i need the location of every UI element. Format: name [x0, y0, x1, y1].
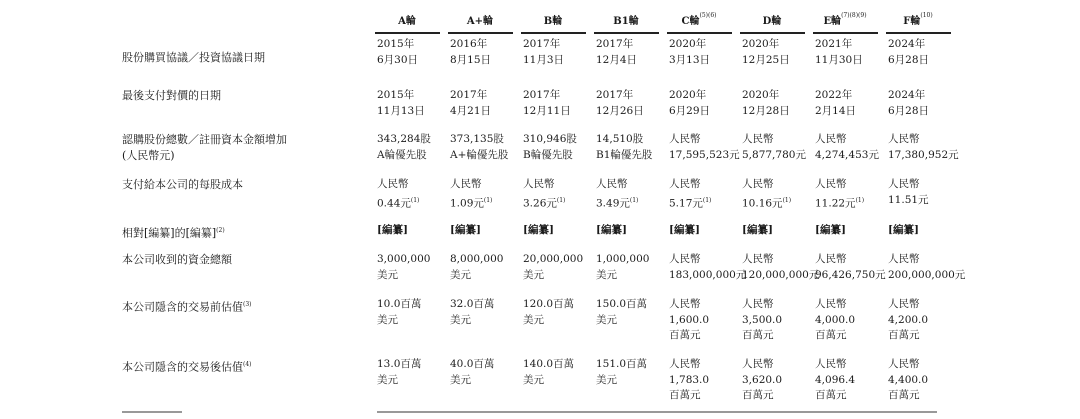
- cell-footnote: (1): [483, 196, 493, 204]
- cell-line: 人民幣: [669, 253, 701, 265]
- cell-line: 人民幣: [815, 298, 847, 310]
- cell-line: 百萬元: [669, 329, 701, 341]
- cell-line: 20,000,000: [523, 253, 584, 265]
- cell-line: 人民幣: [669, 298, 701, 310]
- table-cell: [888, 88, 929, 119]
- cell-line: 10.16元: [742, 197, 783, 209]
- cell-line: 11月3日: [523, 53, 565, 66]
- cell-line: 人民幣: [669, 178, 701, 190]
- cell-line: 17,380,952元: [888, 148, 959, 161]
- cell-line: A+輪優先股: [450, 148, 509, 161]
- column-header-rule: [448, 32, 513, 34]
- cut-off-text-fragment: [122, 411, 182, 413]
- cell-line: 人民幣: [742, 133, 774, 145]
- table-cell: [669, 88, 710, 119]
- cell-line: 32.0百萬: [450, 298, 495, 310]
- cell-line: 人民幣: [742, 298, 774, 310]
- row-label-text: 最後支付對價的日期: [122, 89, 221, 102]
- column-header: [740, 12, 804, 27]
- cell-line: 人民幣: [523, 178, 555, 190]
- cell-line: 2015年: [377, 89, 415, 101]
- table-cell: [669, 252, 746, 283]
- cell-line: 百萬元: [742, 329, 774, 341]
- cell-line: 美元: [377, 313, 398, 326]
- cell-line: 6月30日: [377, 53, 419, 66]
- cell-line: 12月28日: [742, 104, 790, 117]
- table-cell: [742, 88, 790, 119]
- cell-line: 8,000,000: [450, 253, 504, 265]
- column-header-label: B輪: [543, 16, 563, 27]
- cell-line: 人民幣: [669, 133, 701, 145]
- column-header-label: E輪: [823, 16, 842, 27]
- column-header-rule: [740, 32, 805, 34]
- cell-line: 2020年: [669, 38, 707, 50]
- cell-line: 343,284股: [377, 133, 431, 145]
- table-cell: [523, 88, 571, 119]
- cell-line: 200,000,000元: [888, 268, 966, 281]
- cell-line: [編纂]: [742, 224, 773, 236]
- cell-line: [編纂]: [815, 224, 846, 236]
- table-cell: [596, 223, 627, 239]
- cell-line: 150.0百萬: [596, 298, 648, 310]
- cell-line: 2021年: [815, 38, 853, 50]
- cut-off-text-fragment: [377, 411, 937, 413]
- column-header-footnote: (7)(8)(9): [841, 11, 867, 19]
- cell-line: 2016年: [450, 38, 488, 50]
- cell-line: 美元: [377, 268, 398, 281]
- table-cell: [450, 132, 508, 163]
- cell-line: 6月28日: [888, 104, 930, 117]
- cell-line: 4,000.0: [815, 313, 856, 326]
- table-cell: [742, 252, 819, 283]
- row-label: [122, 357, 252, 376]
- column-header-rule: [521, 32, 586, 34]
- table-cell: [815, 252, 886, 283]
- table-cell: [596, 252, 649, 283]
- cell-line: 1,600.0: [669, 313, 710, 326]
- row-label: [122, 88, 221, 104]
- cell-line: 百萬元: [669, 389, 701, 401]
- table-cell: [888, 132, 959, 163]
- cell-line: 美元: [523, 268, 544, 281]
- cell-line: 120.0百萬: [523, 298, 575, 310]
- cell-line: 4月21日: [450, 104, 492, 117]
- cell-line: [編纂]: [377, 224, 408, 236]
- table-cell: [815, 88, 856, 119]
- cell-line: 6月29日: [669, 104, 711, 117]
- cell-line: 4,096.4: [815, 373, 856, 386]
- column-header-label: D輪: [762, 16, 782, 27]
- column-header-rule: [375, 32, 440, 34]
- cell-line: 美元: [450, 268, 471, 281]
- column-header: [375, 12, 439, 27]
- cell-line: 11.51元: [888, 193, 929, 206]
- table-cell: [450, 357, 494, 388]
- cell-line: 96,426,750元: [815, 268, 886, 281]
- row-label-text: 支付給本公司的每股成本: [122, 178, 243, 191]
- row-label: [122, 297, 252, 316]
- table-cell: [815, 132, 879, 163]
- table-cell: [669, 177, 711, 212]
- cell-line: 373,135股: [450, 133, 504, 145]
- table-cell: [669, 357, 709, 404]
- cell-line: 人民幣: [888, 253, 920, 265]
- cell-line: 12月26日: [596, 104, 644, 117]
- row-label-footnote: (4): [243, 361, 252, 368]
- column-header-label: F輪: [903, 16, 921, 27]
- cell-line: 美元: [523, 313, 544, 326]
- cell-line: 2017年: [450, 89, 488, 101]
- cell-line: 3.49元: [596, 197, 630, 209]
- table-cell: [815, 357, 855, 404]
- table-cell: [815, 297, 855, 344]
- row-label-text: 認購股份總數／註冊資本金額增加: [122, 133, 287, 146]
- table-cell: [669, 37, 710, 68]
- cell-line: 2020年: [742, 38, 780, 50]
- cell-line: [編纂]: [669, 224, 700, 236]
- row-label-text: 本公司隱含的交易前估值: [122, 300, 243, 314]
- cell-line: 美元: [450, 313, 471, 326]
- cell-line: 人民幣: [742, 178, 774, 190]
- table-cell: [815, 177, 864, 212]
- cell-footnote: (1): [782, 196, 792, 204]
- cell-line: 人民幣: [888, 298, 920, 310]
- row-label-footnote: (2): [216, 227, 225, 234]
- table-cell: [596, 357, 647, 388]
- cell-line: 3,000,000: [377, 253, 431, 265]
- column-header: [594, 12, 658, 27]
- cell-line: 12月4日: [596, 53, 638, 66]
- column-header: [886, 12, 950, 27]
- cell-line: 人民幣: [888, 178, 920, 190]
- cell-line: 美元: [596, 313, 617, 326]
- table-cell: [596, 297, 647, 328]
- cell-line: 2017年: [596, 38, 634, 50]
- row-label-text: 股份購買協議／投資協議日期: [122, 51, 265, 64]
- cell-line: 2020年: [669, 89, 707, 101]
- cell-footnote: (1): [629, 196, 639, 204]
- table-cell: [742, 177, 791, 212]
- cell-line: 17,595,523元: [669, 148, 740, 161]
- cell-line: 人民幣: [888, 133, 920, 145]
- cell-footnote: (1): [702, 196, 712, 204]
- column-header: [813, 12, 877, 27]
- table-cell: [669, 132, 740, 163]
- table-cell: [377, 37, 418, 68]
- column-header-footnote: (10): [920, 11, 933, 19]
- cell-line: 百萬元: [815, 389, 847, 401]
- cell-line: 4,200.0: [888, 313, 929, 326]
- cell-footnote: (1): [410, 196, 420, 204]
- column-header-label: B1輪: [613, 16, 639, 27]
- table-cell: [742, 357, 782, 404]
- cell-line: 百萬元: [888, 329, 920, 341]
- cell-line: 人民幣: [742, 253, 774, 265]
- cell-line: 2015年: [377, 38, 415, 50]
- table-cell: [450, 177, 492, 212]
- cell-line: 美元: [596, 373, 617, 386]
- cell-line: 12月11日: [523, 104, 571, 117]
- cell-line: 人民幣: [742, 358, 774, 370]
- cell-line: 人民幣: [377, 178, 409, 190]
- cell-line: 183,000,000元: [669, 268, 747, 281]
- row-label: [122, 132, 287, 164]
- column-header: [521, 12, 585, 27]
- cell-line: 2017年: [523, 89, 561, 101]
- cell-line: 百萬元: [888, 389, 920, 401]
- cell-line: 百萬元: [815, 329, 847, 341]
- cell-line: 11月13日: [377, 104, 425, 117]
- table-cell: [450, 88, 491, 119]
- cell-line: 5.17元: [669, 197, 703, 209]
- cut-off-row: [0, 411, 1080, 419]
- table-cell: [377, 223, 408, 239]
- row-label: [122, 177, 243, 193]
- table-cell: [450, 252, 503, 283]
- cell-line: 140.0百萬: [523, 358, 575, 370]
- table-cell: [669, 223, 700, 239]
- row-label: [122, 252, 232, 268]
- table-cell: [596, 132, 652, 163]
- cell-line: 151.0百萬: [596, 358, 648, 370]
- column-header-rule: [886, 32, 951, 34]
- cell-line: 310,946股: [523, 133, 577, 145]
- cell-line: 1,783.0: [669, 373, 710, 386]
- cell-line: 4,400.0: [888, 373, 929, 386]
- table-cell: [377, 88, 425, 119]
- cell-line: 120,000,000元: [742, 268, 820, 281]
- row-label-subtext: (人民幣元): [122, 149, 175, 162]
- table-cell: [888, 357, 928, 404]
- cell-line: 14,510股: [596, 133, 644, 145]
- cell-line: 40.0百萬: [450, 358, 495, 370]
- cell-line: 2月14日: [815, 104, 857, 117]
- table-cell: [888, 37, 929, 68]
- table-cell: [888, 252, 965, 283]
- table-cell: [596, 37, 637, 68]
- table-cell: [523, 37, 564, 68]
- table-cell: [523, 132, 577, 163]
- table-cell: [742, 37, 790, 68]
- cell-line: 3,620.0: [742, 373, 783, 386]
- cell-line: 美元: [596, 268, 617, 281]
- row-label-footnote: (3): [243, 301, 252, 308]
- row-label: [122, 223, 225, 242]
- cell-line: 美元: [450, 373, 471, 386]
- cell-line: 11月30日: [815, 53, 863, 66]
- cell-line: 人民幣: [815, 358, 847, 370]
- table-cell: [377, 177, 419, 212]
- cell-line: 2020年: [742, 89, 780, 101]
- table-cell: [523, 252, 583, 283]
- table-cell: [815, 223, 846, 239]
- cell-line: 13.0百萬: [377, 358, 422, 370]
- table-cell: [742, 223, 773, 239]
- cell-line: 百萬元: [742, 389, 774, 401]
- table-cell: [888, 297, 928, 344]
- cell-line: 3,500.0: [742, 313, 783, 326]
- table-cell: [596, 177, 638, 212]
- table-cell: [377, 252, 430, 283]
- column-header-rule: [667, 32, 732, 34]
- column-header: [448, 12, 512, 27]
- table-cell: [523, 223, 554, 239]
- column-header-footnote: (5)(6): [699, 11, 717, 19]
- cell-line: 人民幣: [669, 358, 701, 370]
- cell-line: 人民幣: [815, 133, 847, 145]
- table-cell: [377, 132, 431, 163]
- column-header-rule: [813, 32, 878, 34]
- table-cell: [377, 297, 421, 328]
- cell-line: B1輪優先股: [596, 148, 653, 161]
- cell-line: 人民幣: [815, 253, 847, 265]
- column-header-label: A+輪: [466, 16, 494, 27]
- row-label: [122, 50, 265, 66]
- table-cell: [450, 297, 494, 328]
- cell-line: 美元: [523, 373, 544, 386]
- cell-line: 2024年: [888, 89, 926, 101]
- table-cell: [523, 357, 574, 388]
- row-label-text: 本公司收到的資金總額: [122, 253, 232, 266]
- table-cell: [888, 177, 929, 208]
- cell-line: 人民幣: [815, 178, 847, 190]
- cell-footnote: (1): [556, 196, 566, 204]
- table-cell: [450, 37, 491, 68]
- cell-line: [編纂]: [450, 224, 481, 236]
- cell-line: 0.44元: [377, 197, 411, 209]
- column-header-rule: [594, 32, 659, 34]
- cell-line: 1.09元: [450, 197, 484, 209]
- table-cell: [742, 132, 806, 163]
- table-cell: [742, 297, 782, 344]
- cell-line: 6月28日: [888, 53, 930, 66]
- table-cell: [377, 357, 421, 388]
- table-cell: [450, 223, 481, 239]
- column-header-label: A輪: [398, 16, 416, 27]
- cell-line: 3月13日: [669, 53, 711, 66]
- cell-line: 10.0百萬: [377, 298, 422, 310]
- table-cell: [523, 297, 574, 328]
- cell-line: 人民幣: [596, 178, 628, 190]
- cell-line: 人民幣: [888, 358, 920, 370]
- table-cell: [815, 37, 863, 68]
- cell-line: 8月15日: [450, 53, 492, 66]
- table-cell: [669, 297, 709, 344]
- column-header: [667, 12, 731, 27]
- table-cell: [888, 223, 919, 239]
- cell-line: [編纂]: [596, 224, 627, 236]
- cell-line: 2024年: [888, 38, 926, 50]
- cell-line: 2022年: [815, 89, 853, 101]
- cell-line: A輪優先股: [377, 148, 427, 161]
- table-cell: [523, 177, 565, 212]
- cell-line: 5,877,780元: [742, 148, 806, 161]
- cell-footnote: (1): [855, 196, 865, 204]
- cell-line: B輪優先股: [523, 148, 573, 161]
- cell-line: 2017年: [596, 89, 634, 101]
- cell-line: 2017年: [523, 38, 561, 50]
- column-header-label: C輪: [681, 16, 700, 27]
- cell-line: 11.22元: [815, 197, 856, 209]
- cell-line: 人民幣: [450, 178, 482, 190]
- cell-line: 1,000,000: [596, 253, 650, 265]
- cell-line: [編纂]: [523, 224, 554, 236]
- cell-line: 12月25日: [742, 53, 790, 66]
- cell-line: 美元: [377, 373, 398, 386]
- row-label-text: 相對[編纂]的[編纂]: [122, 226, 217, 240]
- table-cell: [596, 88, 644, 119]
- cell-line: 3.26元: [523, 197, 557, 209]
- row-label-text: 本公司隱含的交易後估值: [122, 360, 243, 374]
- cell-line: 4,274,453元: [815, 148, 879, 161]
- cell-line: [編纂]: [888, 224, 919, 236]
